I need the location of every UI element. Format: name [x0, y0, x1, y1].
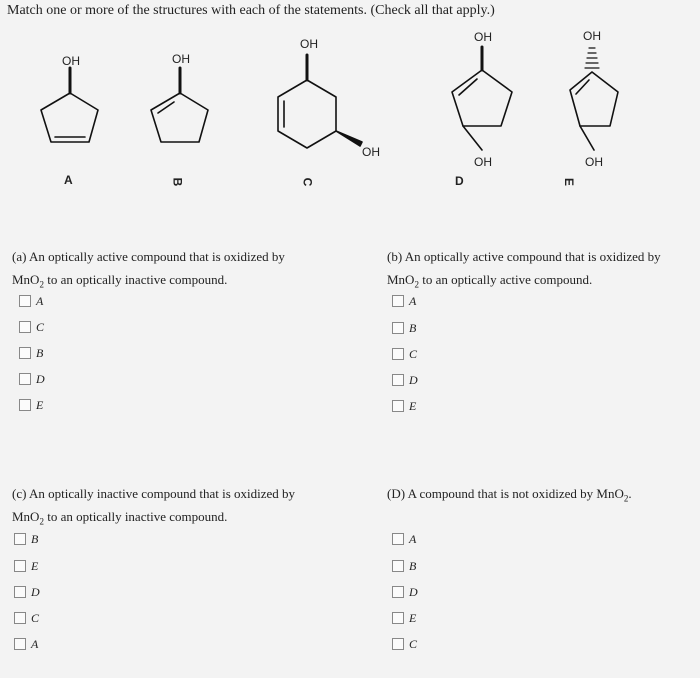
- checkbox[interactable]: [392, 400, 404, 412]
- question-d-option[interactable]: A: [392, 529, 416, 549]
- checkbox[interactable]: [19, 373, 31, 385]
- question-d-line1: (D) A compound that is not oxidized by MnO$_2$.: [387, 486, 632, 504]
- structure-b: [151, 68, 208, 142]
- question-b-statement: [387, 245, 661, 297]
- question-a-line1: (a) An optically active compound that is oxidized by: [12, 249, 285, 264]
- question-d-option[interactable]: B: [392, 556, 416, 576]
- question-c-option[interactable]: C: [14, 608, 39, 628]
- checkbox[interactable]: [14, 533, 26, 545]
- checkbox[interactable]: [392, 586, 404, 598]
- question-c-option[interactable]: D: [14, 582, 40, 602]
- question-c-option[interactable]: B: [14, 529, 38, 549]
- question-a-option[interactable]: D: [19, 369, 45, 389]
- question-c-line2: MnO$_2$ to an optically inactive compound.: [12, 509, 228, 527]
- structure-e-oh-top-label: OH: [583, 29, 601, 43]
- checkbox[interactable]: [14, 586, 26, 598]
- question-c-statement: [12, 482, 295, 534]
- question-b-line1: (b) An optically active compound that is oxidized by: [387, 249, 661, 264]
- structure-d-oh-top-label: OH: [474, 30, 492, 44]
- structure-a: [41, 68, 98, 142]
- checkbox[interactable]: [392, 322, 404, 334]
- structure-b-letter: B: [170, 177, 185, 187]
- question-d-statement: [387, 482, 632, 511]
- structure-e-letter: E: [562, 177, 577, 187]
- checkbox[interactable]: [14, 612, 26, 624]
- question-a-option[interactable]: C: [19, 317, 44, 337]
- checkbox[interactable]: [14, 638, 26, 650]
- structures-figure: [0, 0, 700, 200]
- structure-c-letter: C: [300, 177, 315, 187]
- question-a-statement: [12, 245, 285, 297]
- question-c-option[interactable]: E: [14, 556, 38, 576]
- question-b-line2: MnO$_2$ to an optically active compound.: [387, 272, 593, 290]
- question-b-option[interactable]: B: [392, 318, 416, 338]
- question-a-option[interactable]: B: [19, 343, 43, 363]
- question-b-option[interactable]: D: [392, 370, 418, 390]
- question-d-option[interactable]: E: [392, 608, 416, 628]
- checkbox[interactable]: [392, 638, 404, 650]
- structure-d-letter: D: [455, 174, 464, 188]
- checkbox[interactable]: [19, 295, 31, 307]
- question-a-option[interactable]: E: [19, 395, 43, 415]
- checkbox[interactable]: [19, 399, 31, 411]
- question-b-option[interactable]: E: [392, 396, 416, 416]
- checkbox[interactable]: [392, 560, 404, 572]
- question-c-line1: (c) An optically inactive compound that is oxidized by: [12, 486, 296, 501]
- instruction-text: Match one or more of the structures with each of the statements. (Check all that apply.): [7, 3, 495, 18]
- structure-a-oh-label: OH: [62, 54, 80, 68]
- question-c-option[interactable]: A: [14, 634, 38, 654]
- structure-c-oh-side-label: OH: [362, 145, 380, 159]
- question-a-line2: MnO$_2$ to an optically inactive compound.: [12, 272, 228, 290]
- structure-d: [452, 47, 512, 150]
- checkbox[interactable]: [392, 612, 404, 624]
- structure-e: [570, 48, 618, 150]
- structure-a-letter: A: [64, 173, 73, 187]
- question-d-option[interactable]: D: [392, 582, 418, 602]
- structure-b-oh-label: OH: [172, 52, 190, 66]
- checkbox[interactable]: [392, 374, 404, 386]
- checkbox[interactable]: [392, 533, 404, 545]
- checkbox[interactable]: [19, 347, 31, 359]
- structure-e-oh-bottom-label: OH: [585, 155, 603, 169]
- question-d-option[interactable]: C: [392, 634, 417, 654]
- checkbox[interactable]: [392, 348, 404, 360]
- structure-d-oh-bottom-label: OH: [474, 155, 492, 169]
- checkbox[interactable]: [14, 560, 26, 572]
- question-a-option[interactable]: A: [19, 291, 43, 311]
- structure-c: [278, 55, 362, 148]
- structure-c-oh-top-label: OH: [300, 37, 318, 51]
- checkbox[interactable]: [392, 295, 404, 307]
- question-b-option[interactable]: C: [392, 344, 417, 364]
- checkbox[interactable]: [19, 321, 31, 333]
- question-b-option[interactable]: A: [392, 291, 416, 311]
